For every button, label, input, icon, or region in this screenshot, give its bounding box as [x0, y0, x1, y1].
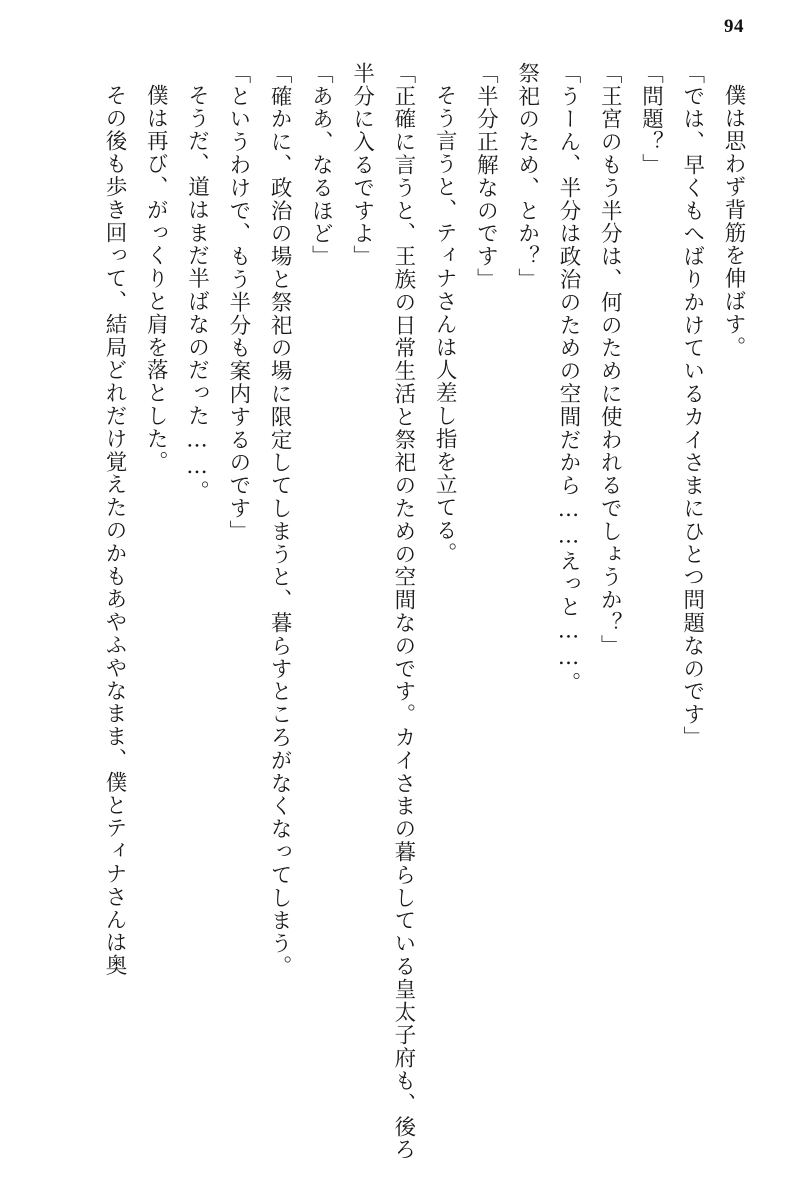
paragraph: 「では、早くもへばりかけているカイさまにひとつ問題なのです」: [679, 62, 705, 749]
paragraph: 祭祀のため、とか？」: [514, 62, 540, 291]
paragraph: そう言うと、ティナさんは人差し指を立てる。: [432, 83, 458, 565]
page-number: 94: [724, 16, 744, 37]
paragraph: 「王宮のもう半分は、何のために使われるでしょうか？」: [597, 62, 623, 658]
paragraph: 僕は思わず背筋を伸ばす。: [721, 83, 746, 359]
paragraph: 「うーん、半分は政治のための空間だから……えっと……。: [555, 62, 581, 695]
page-body-text: [40, 62, 754, 1180]
paragraph: 「というわけで、もう半分も案内するのです」: [225, 62, 251, 543]
paragraph: 「問題？」: [638, 62, 664, 177]
paragraph: 「ああ、なるほど」: [308, 62, 334, 269]
paragraph: 「半分正解なのです」: [473, 62, 499, 291]
paragraph: 「正確に言うと、王族の日常生活と祭祀のための空間なのです。カイさまの暮らしている皇太子府も、後ろ半分に入るですよ」: [349, 62, 416, 1162]
paragraph: その後も歩き回って、結局どれだけ覚えたのかもあやふやなまま、僕とティナさんは奥: [102, 83, 128, 977]
paragraph: 「確かに、政治の場と祭祀の場に限定してしまうと、暮らすところがなくなってしまう。: [267, 62, 293, 978]
paragraph: 僕は再び、がっくりと肩を落とした。: [143, 83, 169, 473]
paragraph: そうだ、道はまだ半ばなのだった……。: [184, 83, 210, 503]
